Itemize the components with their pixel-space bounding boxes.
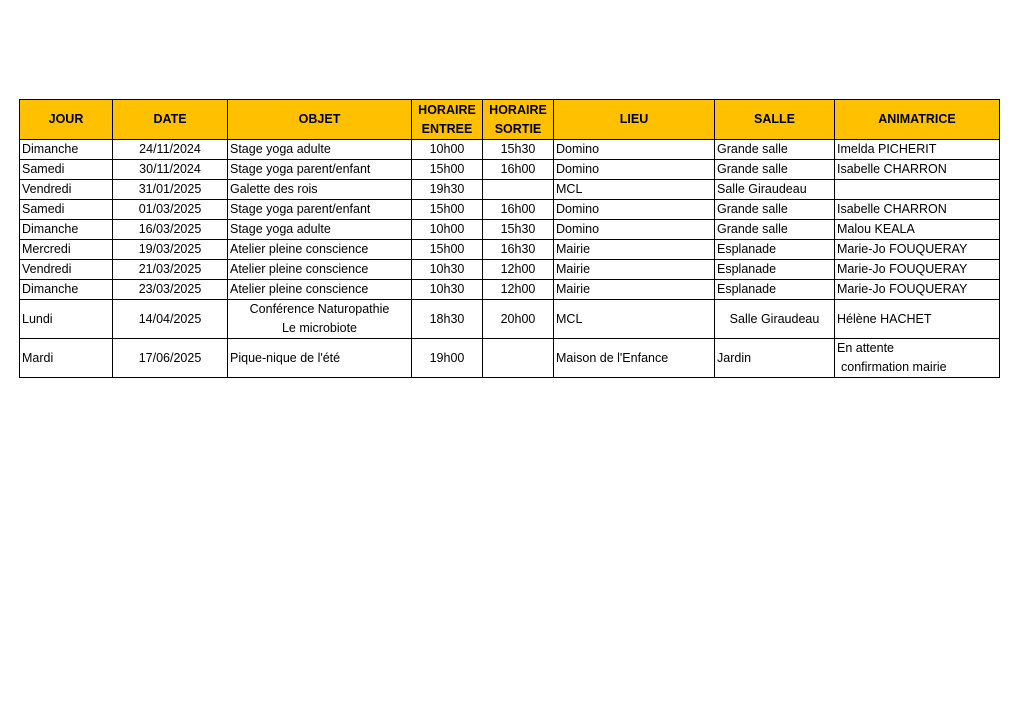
header-horaire-sortie: HORAIRE SORTIE (483, 100, 554, 140)
cell-jour: Dimanche (20, 220, 113, 240)
cell-jour: Samedi (20, 160, 113, 180)
cell-sortie (483, 339, 554, 378)
cell-date: 16/03/2025 (113, 220, 228, 240)
cell-lieu: MCL (554, 300, 715, 339)
header-objet: OBJET (228, 100, 412, 140)
cell-entree: 15h00 (412, 240, 483, 260)
cell-lieu: Mairie (554, 280, 715, 300)
header-animatrice: ANIMATRICE (835, 100, 1000, 140)
cell-lieu: Mairie (554, 260, 715, 280)
cell-salle: Esplanade (715, 260, 835, 280)
cell-animatrice (835, 339, 1000, 378)
animatrice-line-1: En attente (837, 341, 894, 355)
cell-sortie: 16h00 (483, 160, 554, 180)
cell-jour: Samedi (20, 200, 113, 220)
cell-salle: Grande salle (715, 160, 835, 180)
cell-entree: 15h00 (412, 200, 483, 220)
cell-objet: Stage yoga parent/enfant (228, 160, 412, 180)
cell-objet: Stage yoga adulte (228, 220, 412, 240)
cell-lieu: Mairie (554, 240, 715, 260)
cell-jour: Mardi (20, 339, 113, 378)
table-row (20, 240, 1000, 260)
cell-animatrice: Isabelle CHARRON (835, 160, 1000, 180)
cell-lieu: Domino (554, 160, 715, 180)
cell-jour: Dimanche (20, 140, 113, 160)
cell-sortie: 12h00 (483, 260, 554, 280)
cell-lieu: Maison de l'Enfance (554, 339, 715, 378)
cell-sortie: 12h00 (483, 280, 554, 300)
cell-animatrice: Isabelle CHARRON (835, 200, 1000, 220)
header-row (20, 100, 1000, 140)
cell-date: 17/06/2025 (113, 339, 228, 378)
cell-jour: Vendredi (20, 260, 113, 280)
cell-animatrice: Marie-Jo FOUQUERAY (835, 240, 1000, 260)
cell-objet: Atelier pleine conscience (228, 280, 412, 300)
objet-line-2: Le microbiote (281, 321, 358, 335)
table-row (20, 300, 1000, 339)
cell-entree: 15h00 (412, 160, 483, 180)
cell-sortie: 16h00 (483, 200, 554, 220)
cell-animatrice: Marie-Jo FOUQUERAY (835, 280, 1000, 300)
table-row (20, 260, 1000, 280)
header-horaire-entree: HORAIRE ENTREE (412, 100, 483, 140)
cell-sortie: 16h30 (483, 240, 554, 260)
cell-animatrice: Imelda PICHERIT (835, 140, 1000, 160)
objet-line-1: Conférence Naturopathie (249, 302, 390, 316)
cell-entree: 10h00 (412, 140, 483, 160)
cell-salle: Grande salle (715, 200, 835, 220)
header-date: DATE (113, 100, 228, 140)
cell-entree: 10h00 (412, 220, 483, 240)
table-row (20, 220, 1000, 240)
cell-objet: Stage yoga adulte (228, 140, 412, 160)
cell-sortie: 15h30 (483, 140, 554, 160)
cell-objet: Galette des rois (228, 180, 412, 200)
cell-jour: Mercredi (20, 240, 113, 260)
cell-date: 14/04/2025 (113, 300, 228, 339)
cell-entree: 10h30 (412, 260, 483, 280)
cell-lieu: Domino (554, 200, 715, 220)
cell-sortie: 20h00 (483, 300, 554, 339)
cell-jour: Dimanche (20, 280, 113, 300)
header-jour: JOUR (20, 100, 113, 140)
cell-salle: Esplanade (715, 240, 835, 260)
table-row (20, 200, 1000, 220)
cell-lieu: Domino (554, 140, 715, 160)
cell-salle: Salle Giraudeau (715, 300, 835, 339)
cell-objet: Pique-nique de l'été (228, 339, 412, 378)
cell-salle: Grande salle (715, 220, 835, 240)
animatrice-line-2: confirmation mairie (841, 360, 947, 374)
cell-date: 19/03/2025 (113, 240, 228, 260)
cell-date: 23/03/2025 (113, 280, 228, 300)
cell-salle: Jardin (715, 339, 835, 378)
cell-sortie: 15h30 (483, 220, 554, 240)
cell-objet: Stage yoga parent/enfant (228, 200, 412, 220)
cell-objet: Atelier pleine conscience (228, 240, 412, 260)
cell-objet: Atelier pleine conscience (228, 260, 412, 280)
cell-date: 24/11/2024 (113, 140, 228, 160)
cell-jour: Lundi (20, 300, 113, 339)
cell-animatrice: Malou KEALA (835, 220, 1000, 240)
cell-entree: 19h30 (412, 180, 483, 200)
table-row (20, 339, 1000, 378)
events-table (19, 99, 1000, 378)
cell-date: 01/03/2025 (113, 200, 228, 220)
cell-date: 21/03/2025 (113, 260, 228, 280)
table-row (20, 180, 1000, 200)
table-row (20, 160, 1000, 180)
cell-objet (228, 300, 412, 339)
cell-salle: Grande salle (715, 140, 835, 160)
table-row (20, 280, 1000, 300)
cell-salle: Esplanade (715, 280, 835, 300)
table-row (20, 140, 1000, 160)
cell-animatrice: Marie-Jo FOUQUERAY (835, 260, 1000, 280)
header-salle: SALLE (715, 100, 835, 140)
cell-lieu: Domino (554, 220, 715, 240)
cell-animatrice (835, 180, 1000, 200)
cell-jour: Vendredi (20, 180, 113, 200)
cell-date: 30/11/2024 (113, 160, 228, 180)
cell-animatrice: Hélène HACHET (835, 300, 1000, 339)
cell-entree: 18h30 (412, 300, 483, 339)
header-lieu: LIEU (554, 100, 715, 140)
cell-date: 31/01/2025 (113, 180, 228, 200)
cell-lieu: MCL (554, 180, 715, 200)
cell-salle: Salle Giraudeau (715, 180, 835, 200)
cell-entree: 10h30 (412, 280, 483, 300)
cell-sortie (483, 180, 554, 200)
cell-entree: 19h00 (412, 339, 483, 378)
